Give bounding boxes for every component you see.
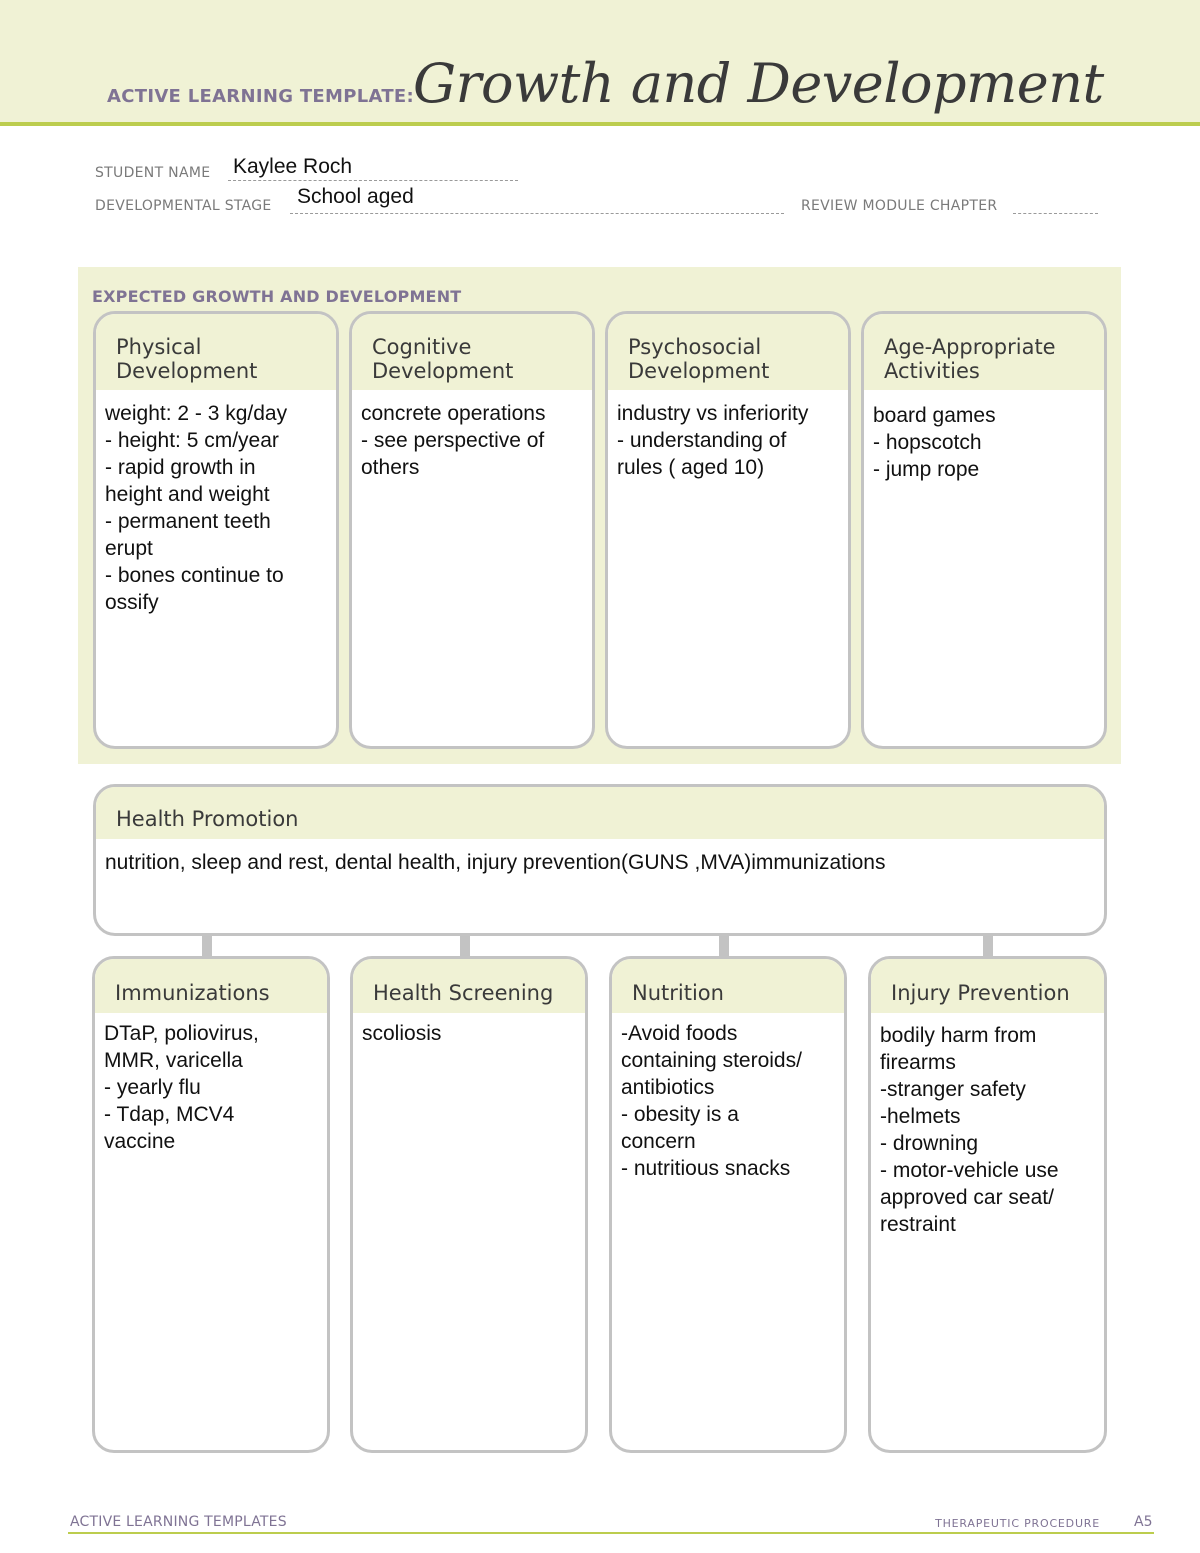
student-name-line	[228, 180, 518, 181]
card-heading: Cognitive Development	[372, 335, 514, 383]
page-number: A5	[1134, 1514, 1153, 1530]
health-screening-text[interactable]: scoliosis	[362, 1022, 442, 1045]
card-header	[96, 787, 1104, 839]
card-heading: Injury Prevention	[891, 981, 1070, 1005]
cognitive-development-card	[349, 311, 595, 749]
injury-prevention-text[interactable]: bodily harm from firearms -stranger safety -helmets - drowning - motor-vehicle use approved car seat/ restraint	[880, 1024, 1059, 1236]
card-heading: Health Promotion	[116, 807, 299, 831]
developmental-stage-label: DEVELOPMENTAL STAGE	[95, 198, 272, 214]
connector	[983, 935, 993, 957]
card-heading: Health Screening	[373, 981, 554, 1005]
page-title: Growth and Development	[413, 52, 1104, 115]
expected-growth-title: EXPECTED GROWTH AND DEVELOPMENT	[92, 287, 462, 306]
psychosocial-development-card	[605, 311, 851, 749]
card-heading: Psychosocial Development	[628, 335, 770, 383]
connector	[460, 935, 470, 957]
student-name-field[interactable]: Kaylee Roch	[233, 155, 353, 178]
student-name-label: STUDENT NAME	[95, 165, 211, 181]
card-heading: Physical Development	[116, 335, 258, 383]
template-label: ACTIVE LEARNING TEMPLATE:	[107, 86, 414, 107]
review-module-label: REVIEW MODULE CHAPTER	[801, 198, 998, 214]
card-header	[864, 314, 1104, 390]
physical-development-text[interactable]: weight: 2 - 3 kg/day - height: 5 cm/year - rapid growth in height and weight - permanent teeth erupt - bones continue to ossify	[105, 402, 288, 614]
card-header	[95, 959, 327, 1013]
physical-development-card	[93, 311, 339, 749]
developmental-stage-field[interactable]: School aged	[297, 185, 414, 208]
age-appropriate-activities-card	[861, 311, 1107, 749]
card-heading: Immunizations	[115, 981, 270, 1005]
card-heading: Nutrition	[632, 981, 724, 1005]
card-header	[353, 959, 585, 1013]
footer-title: ACTIVE LEARNING TEMPLATES	[70, 1514, 287, 1530]
injury-prevention-card	[868, 956, 1107, 1453]
review-module-field[interactable]	[1013, 213, 1098, 214]
health-screening-card	[350, 956, 588, 1453]
card-header	[871, 959, 1104, 1013]
card-header	[96, 314, 336, 390]
header-divider	[0, 122, 1200, 126]
card-header	[612, 959, 844, 1013]
card-header	[608, 314, 848, 390]
footer-section: THERAPEUTIC PROCEDURE	[935, 1517, 1100, 1530]
immunizations-text[interactable]: DTaP, poliovirus, MMR, varicella - yearly flu - Tdap, MCV4 vaccine	[104, 1022, 259, 1153]
connector	[719, 935, 729, 957]
card-heading: Age-Appropriate Activities	[884, 335, 1056, 383]
card-header	[352, 314, 592, 390]
health-promotion-text[interactable]: nutrition, sleep and rest, dental health, injury prevention(GUNS ,MVA)immunizations	[105, 851, 886, 874]
health-promotion-card	[93, 784, 1107, 936]
connector	[202, 935, 212, 957]
age-appropriate-activities-text[interactable]: board games - hopscotch - jump rope	[873, 404, 996, 481]
cognitive-development-text[interactable]: concrete operations - see perspective of others	[361, 402, 546, 479]
footer-divider	[68, 1532, 1154, 1534]
nutrition-card	[609, 956, 847, 1453]
immunizations-card	[92, 956, 330, 1453]
nutrition-text[interactable]: -Avoid foods containing steroids/ antibiotics - obesity is a concern - nutritious snacks	[621, 1022, 802, 1180]
psychosocial-development-text[interactable]: industry vs inferiority - understanding of rules ( aged 10)	[617, 402, 809, 479]
developmental-stage-line	[290, 213, 784, 214]
